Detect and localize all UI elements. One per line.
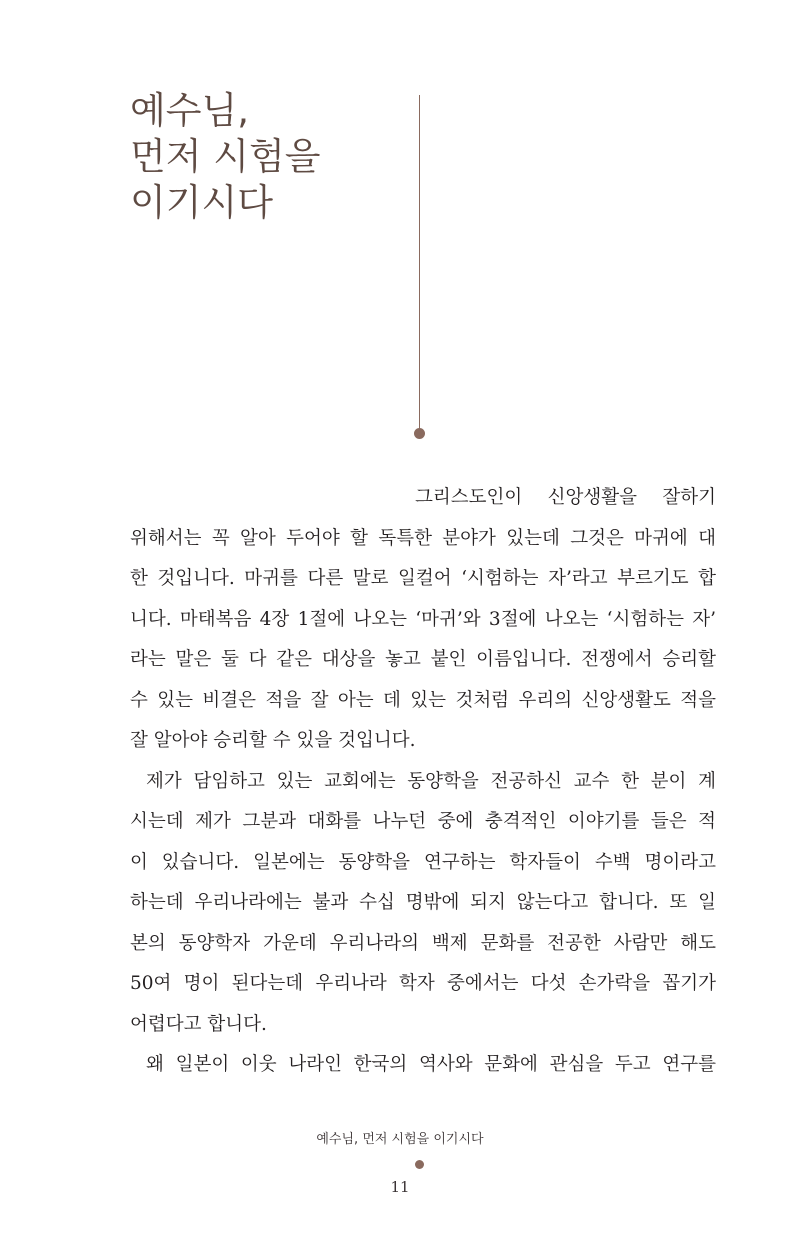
text-line: 수 있는 비결은 적을 잘 아는 데 있는 것처럼 우리의 신앙생활도 적을 <box>130 689 716 711</box>
text-line: 니다. 마태복음 4장 1절에 나오는 ‘마귀’와 3절에 나오는 ‘시험하는 자’ <box>130 608 716 630</box>
text-line: 잘 알아야 승리할 수 있을 것입니다. <box>130 730 416 751</box>
chapter-title <box>130 88 320 226</box>
decorative-vertical-line <box>419 95 420 430</box>
page-number: 11 <box>390 1178 410 1196</box>
text-line: 그리스도인이 신앙생활을 잘하기 <box>415 487 716 508</box>
text-line: 50여 명이 된다는데 우리나라 학자 중에서는 다섯 손가락을 꼽기가 <box>130 973 716 994</box>
footer-dot <box>415 1160 424 1169</box>
text-line: 하는데 우리나라에는 불과 수십 명밖에 되지 않는다고 합니다. 또 일 <box>130 892 716 913</box>
text-line: 한 것입니다. 마귀를 다른 말로 일컬어 ‘시험하는 자’라고 부르기도 합 <box>130 568 716 589</box>
text-line: 본의 동양학자 가운데 우리나라의 백제 문화를 전공한 사람만 해도 <box>130 932 716 954</box>
text-line: 이 있습니다. 일본에는 동양학을 연구하는 학자들이 수백 명이라고 <box>130 851 716 873</box>
chapter-title-line: 예수님, <box>130 89 249 132</box>
body-text <box>130 478 716 1086</box>
text-line: 어렵다고 합니다. <box>130 1013 267 1035</box>
text-line: 라는 말은 둘 다 같은 대상을 놓고 붙인 이름입니다. 전쟁에서 승리할 <box>130 649 716 670</box>
chapter-title-line: 먼저 시험을 <box>130 135 321 178</box>
decorative-dot <box>414 428 425 439</box>
text-line: 제가 담임하고 있는 교회에는 동양학을 전공하신 교수 한 분이 계 <box>146 770 716 792</box>
text-line: 시는데 제가 그분과 대화를 나누던 중에 충격적인 이야기를 들은 적 <box>130 811 716 832</box>
chapter-title-line: 이기시다 <box>130 181 273 224</box>
text-line: 왜 일본이 이웃 나라인 한국의 역사와 문화에 관심을 두고 연구를 <box>146 1054 716 1075</box>
running-title: 예수님, 먼저 시험을 이기시다 <box>316 1132 484 1147</box>
text-line: 위해서는 꼭 알아 두어야 할 독특한 분야가 있는데 그것은 마귀에 대 <box>130 527 716 549</box>
